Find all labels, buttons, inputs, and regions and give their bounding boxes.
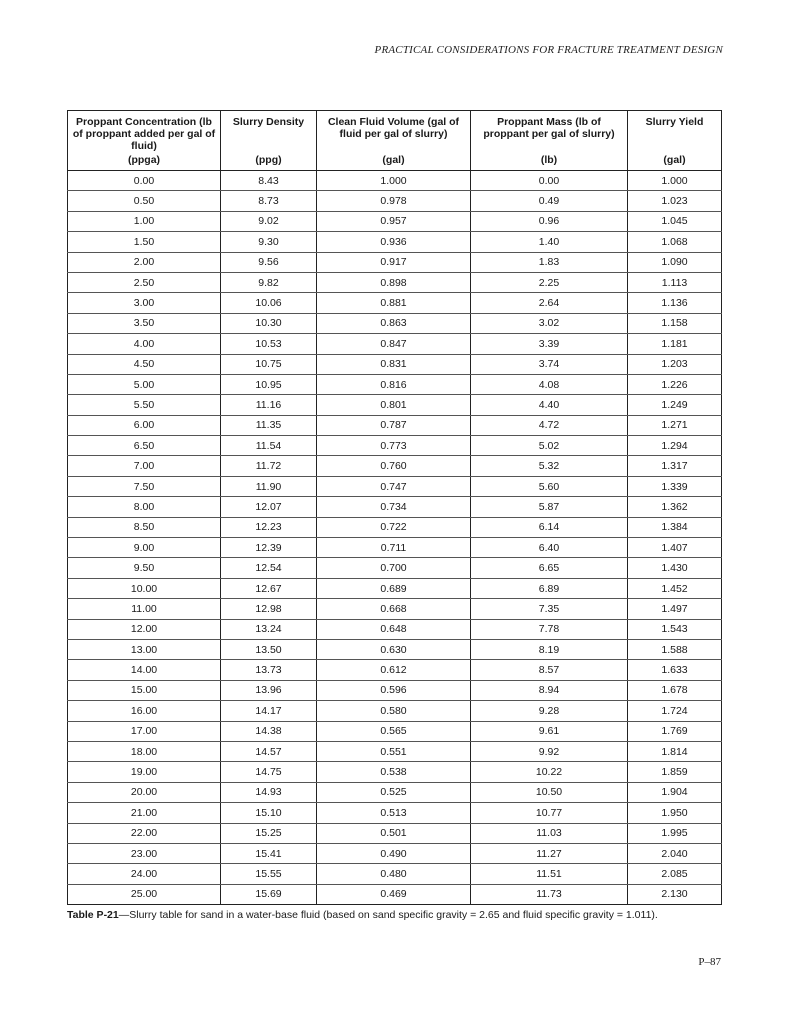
slurry-density-cell: 9.02 [221,211,317,231]
proppant-mass-cell: 1.40 [471,232,628,252]
proppant-mass-cell: 3.39 [471,334,628,354]
proppant-concentration-cell: 17.00 [68,721,221,741]
slurry-yield-cell: 1.633 [628,660,722,680]
table-header-row [68,111,722,171]
slurry-density-cell: 13.73 [221,660,317,680]
clean-fluid-volume-cell: 0.501 [317,823,471,843]
proppant-concentration-cell: 1.00 [68,211,221,231]
slurry-density-cell: 12.07 [221,497,317,517]
slurry-yield-cell: 1.430 [628,558,722,578]
clean-fluid-volume-cell: 0.648 [317,619,471,639]
table-row [68,578,722,598]
slurry-density-cell: 12.98 [221,599,317,619]
table-row [68,782,722,802]
proppant-mass-cell: 5.32 [471,456,628,476]
clean-fluid-volume-cell: 0.469 [317,884,471,904]
proppant-concentration-cell: 16.00 [68,701,221,721]
slurry-density-cell: 11.54 [221,436,317,456]
proppant-mass-cell: 0.96 [471,211,628,231]
slurry-yield-cell: 1.203 [628,354,722,374]
slurry-yield-cell: 1.068 [628,232,722,252]
slurry-density-cell: 10.95 [221,374,317,394]
slurry-table [67,110,722,905]
column-header-title: Slurry Yield [645,116,704,128]
slurry-yield-cell: 1.588 [628,639,722,659]
clean-fluid-volume-cell: 0.490 [317,843,471,863]
table-row [68,354,722,374]
column-header-proppant-mass [471,111,628,171]
slurry-density-cell: 13.24 [221,619,317,639]
table-row [68,476,722,496]
proppant-mass-cell: 4.72 [471,415,628,435]
slurry-density-cell: 10.53 [221,334,317,354]
clean-fluid-volume-cell: 0.722 [317,517,471,537]
column-header-slurry-yield [628,111,722,171]
table-row [68,558,722,578]
proppant-concentration-cell: 7.50 [68,476,221,496]
proppant-mass-cell: 8.94 [471,680,628,700]
clean-fluid-volume-cell: 0.831 [317,354,471,374]
proppant-mass-cell: 10.50 [471,782,628,802]
table-row [68,762,722,782]
clean-fluid-volume-cell: 0.668 [317,599,471,619]
proppant-concentration-cell: 3.50 [68,313,221,333]
column-header-title: Clean Fluid Volume (gal of fluid per gal of slurry) [327,116,460,140]
slurry-yield-cell: 1.543 [628,619,722,639]
clean-fluid-volume-cell: 0.551 [317,741,471,761]
proppant-mass-cell: 2.25 [471,272,628,292]
table-body [68,171,722,905]
proppant-mass-cell: 11.03 [471,823,628,843]
clean-fluid-volume-cell: 0.847 [317,334,471,354]
proppant-mass-cell: 0.49 [471,191,628,211]
proppant-concentration-cell: 7.00 [68,456,221,476]
clean-fluid-volume-cell: 0.700 [317,558,471,578]
proppant-mass-cell: 4.08 [471,374,628,394]
slurry-yield-cell: 1.317 [628,456,722,476]
caption-label: Table P-21 [67,909,119,921]
column-header-unit: (gal) [382,154,405,166]
clean-fluid-volume-cell: 0.801 [317,395,471,415]
proppant-concentration-cell: 8.00 [68,497,221,517]
table-row [68,232,722,252]
table-row [68,701,722,721]
column-header-title: Proppant Mass (lb of proppant per gal of slurry) [483,116,615,140]
proppant-concentration-cell: 0.50 [68,191,221,211]
table-row [68,823,722,843]
table-row [68,436,722,456]
table-row [68,517,722,537]
column-header-unit: (gal) [663,154,686,166]
proppant-concentration-cell: 9.00 [68,538,221,558]
proppant-mass-cell: 6.89 [471,578,628,598]
proppant-concentration-cell: 6.00 [68,415,221,435]
slurry-density-cell: 9.56 [221,252,317,272]
clean-fluid-volume-cell: 0.612 [317,660,471,680]
column-header-unit: (ppg) [255,154,282,166]
proppant-concentration-cell: 5.00 [68,374,221,394]
table-row [68,395,722,415]
proppant-mass-cell: 11.27 [471,843,628,863]
slurry-yield-cell: 2.085 [628,864,722,884]
column-header-clean-fluid-volume [317,111,471,171]
proppant-concentration-cell: 19.00 [68,762,221,782]
slurry-yield-cell: 1.181 [628,334,722,354]
proppant-mass-cell: 10.77 [471,803,628,823]
proppant-mass-cell: 3.02 [471,313,628,333]
slurry-density-cell: 15.41 [221,843,317,863]
table-row [68,293,722,313]
slurry-density-cell: 15.10 [221,803,317,823]
proppant-concentration-cell: 6.50 [68,436,221,456]
proppant-concentration-cell: 4.00 [68,334,221,354]
slurry-yield-cell: 1.158 [628,313,722,333]
proppant-concentration-cell: 20.00 [68,782,221,802]
slurry-density-cell: 11.90 [221,476,317,496]
table-row [68,456,722,476]
slurry-density-cell: 12.54 [221,558,317,578]
proppant-mass-cell: 4.40 [471,395,628,415]
slurry-density-cell: 9.82 [221,272,317,292]
slurry-yield-cell: 1.000 [628,171,722,191]
slurry-density-cell: 10.75 [221,354,317,374]
table-row [68,599,722,619]
clean-fluid-volume-cell: 0.580 [317,701,471,721]
clean-fluid-volume-cell: 0.957 [317,211,471,231]
slurry-density-cell: 14.17 [221,701,317,721]
table-row [68,864,722,884]
proppant-concentration-cell: 18.00 [68,741,221,761]
slurry-density-cell: 8.73 [221,191,317,211]
proppant-mass-cell: 7.35 [471,599,628,619]
table-row [68,171,722,191]
clean-fluid-volume-cell: 0.760 [317,456,471,476]
proppant-mass-cell: 11.51 [471,864,628,884]
proppant-mass-cell: 3.74 [471,354,628,374]
column-header-slurry-density [221,111,317,171]
clean-fluid-volume-cell: 0.538 [317,762,471,782]
proppant-mass-cell: 9.92 [471,741,628,761]
table-row [68,884,722,904]
clean-fluid-volume-cell: 0.513 [317,803,471,823]
proppant-concentration-cell: 12.00 [68,619,221,639]
proppant-concentration-cell: 13.00 [68,639,221,659]
page-number: P–87 [698,956,721,968]
proppant-concentration-cell: 24.00 [68,864,221,884]
proppant-mass-cell: 5.02 [471,436,628,456]
proppant-mass-cell: 7.78 [471,619,628,639]
caption-text: —Slurry table for sand in a water-base fluid (based on sand specific gravity = 2.65 and fluid specific gravity = 1.011). [118,909,658,921]
slurry-density-cell: 11.35 [221,415,317,435]
proppant-concentration-cell: 4.50 [68,354,221,374]
slurry-yield-cell: 1.950 [628,803,722,823]
clean-fluid-volume-cell: 0.936 [317,232,471,252]
slurry-density-cell: 12.67 [221,578,317,598]
slurry-yield-cell: 1.090 [628,252,722,272]
slurry-density-cell: 10.30 [221,313,317,333]
table-row [68,680,722,700]
clean-fluid-volume-cell: 0.917 [317,252,471,272]
clean-fluid-volume-cell: 0.816 [317,374,471,394]
slurry-yield-cell: 1.769 [628,721,722,741]
proppant-mass-cell: 1.83 [471,252,628,272]
proppant-mass-cell: 0.00 [471,171,628,191]
column-header-title: Slurry Density [232,116,305,128]
slurry-yield-cell: 1.339 [628,476,722,496]
table-row [68,843,722,863]
slurry-density-cell: 10.06 [221,293,317,313]
slurry-yield-cell: 1.294 [628,436,722,456]
clean-fluid-volume-cell: 0.596 [317,680,471,700]
proppant-concentration-cell: 21.00 [68,803,221,823]
table-row [68,415,722,435]
slurry-density-cell: 11.16 [221,395,317,415]
table-row [68,191,722,211]
proppant-concentration-cell: 14.00 [68,660,221,680]
table-row [68,497,722,517]
table-row [68,639,722,659]
clean-fluid-volume-cell: 1.000 [317,171,471,191]
proppant-concentration-cell: 22.00 [68,823,221,843]
table-row [68,619,722,639]
proppant-mass-cell: 11.73 [471,884,628,904]
slurry-yield-cell: 1.497 [628,599,722,619]
proppant-concentration-cell: 15.00 [68,680,221,700]
slurry-density-cell: 15.69 [221,884,317,904]
table-row [68,538,722,558]
table-row [68,741,722,761]
table-row [68,252,722,272]
column-header-title: Proppant Concentration (lb of proppant added per gal of fluid) [72,116,216,152]
slurry-yield-cell: 1.904 [628,782,722,802]
slurry-density-cell: 15.55 [221,864,317,884]
proppant-concentration-cell: 2.00 [68,252,221,272]
slurry-density-cell: 12.23 [221,517,317,537]
clean-fluid-volume-cell: 0.689 [317,578,471,598]
proppant-mass-cell: 6.40 [471,538,628,558]
slurry-density-cell: 11.72 [221,456,317,476]
proppant-mass-cell: 5.60 [471,476,628,496]
proppant-concentration-cell: 9.50 [68,558,221,578]
table-row [68,334,722,354]
clean-fluid-volume-cell: 0.773 [317,436,471,456]
proppant-mass-cell: 2.64 [471,293,628,313]
proppant-concentration-cell: 3.00 [68,293,221,313]
slurry-yield-cell: 1.995 [628,823,722,843]
running-header: PRACTICAL CONSIDERATIONS FOR FRACTURE TREATMENT DESIGN [374,44,723,56]
proppant-mass-cell: 6.14 [471,517,628,537]
column-header-proppant-concentration [68,111,221,171]
slurry-yield-cell: 1.136 [628,293,722,313]
proppant-concentration-cell: 8.50 [68,517,221,537]
proppant-concentration-cell: 25.00 [68,884,221,904]
proppant-mass-cell: 6.65 [471,558,628,578]
clean-fluid-volume-cell: 0.978 [317,191,471,211]
slurry-yield-cell: 1.814 [628,741,722,761]
table-row [68,374,722,394]
slurry-yield-cell: 1.362 [628,497,722,517]
proppant-mass-cell: 9.61 [471,721,628,741]
proppant-concentration-cell: 23.00 [68,843,221,863]
column-header-unit: (ppga) [127,154,161,166]
proppant-concentration-cell: 5.50 [68,395,221,415]
slurry-density-cell: 15.25 [221,823,317,843]
column-header-unit: (lb) [540,154,558,166]
clean-fluid-volume-cell: 0.711 [317,538,471,558]
table-row [68,272,722,292]
slurry-density-cell: 12.39 [221,538,317,558]
table-row [68,721,722,741]
slurry-yield-cell: 1.678 [628,680,722,700]
clean-fluid-volume-cell: 0.747 [317,476,471,496]
clean-fluid-volume-cell: 0.863 [317,313,471,333]
clean-fluid-volume-cell: 0.565 [317,721,471,741]
slurry-yield-cell: 1.249 [628,395,722,415]
slurry-yield-cell: 1.452 [628,578,722,598]
slurry-yield-cell: 1.271 [628,415,722,435]
slurry-density-cell: 14.93 [221,782,317,802]
proppant-concentration-cell: 1.50 [68,232,221,252]
slurry-yield-cell: 1.724 [628,701,722,721]
slurry-yield-cell: 1.859 [628,762,722,782]
slurry-density-cell: 13.50 [221,639,317,659]
slurry-density-cell: 9.30 [221,232,317,252]
table-row [68,211,722,231]
table-row [68,313,722,333]
clean-fluid-volume-cell: 0.881 [317,293,471,313]
proppant-mass-cell: 10.22 [471,762,628,782]
slurry-yield-cell: 2.040 [628,843,722,863]
slurry-yield-cell: 1.045 [628,211,722,231]
proppant-mass-cell: 8.19 [471,639,628,659]
proppant-mass-cell: 5.87 [471,497,628,517]
clean-fluid-volume-cell: 0.898 [317,272,471,292]
proppant-mass-cell: 8.57 [471,660,628,680]
proppant-concentration-cell: 0.00 [68,171,221,191]
slurry-density-cell: 13.96 [221,680,317,700]
clean-fluid-volume-cell: 0.734 [317,497,471,517]
clean-fluid-volume-cell: 0.525 [317,782,471,802]
proppant-concentration-cell: 10.00 [68,578,221,598]
slurry-yield-cell: 1.407 [628,538,722,558]
slurry-density-cell: 8.43 [221,171,317,191]
table-row [68,803,722,823]
slurry-yield-cell: 1.113 [628,272,722,292]
slurry-yield-cell: 1.384 [628,517,722,537]
slurry-yield-cell: 1.226 [628,374,722,394]
proppant-mass-cell: 9.28 [471,701,628,721]
slurry-density-cell: 14.38 [221,721,317,741]
proppant-concentration-cell: 11.00 [68,599,221,619]
clean-fluid-volume-cell: 0.787 [317,415,471,435]
slurry-density-cell: 14.75 [221,762,317,782]
proppant-concentration-cell: 2.50 [68,272,221,292]
table-row [68,660,722,680]
slurry-yield-cell: 2.130 [628,884,722,904]
clean-fluid-volume-cell: 0.480 [317,864,471,884]
clean-fluid-volume-cell: 0.630 [317,639,471,659]
slurry-yield-cell: 1.023 [628,191,722,211]
table-caption [67,909,667,922]
slurry-density-cell: 14.57 [221,741,317,761]
